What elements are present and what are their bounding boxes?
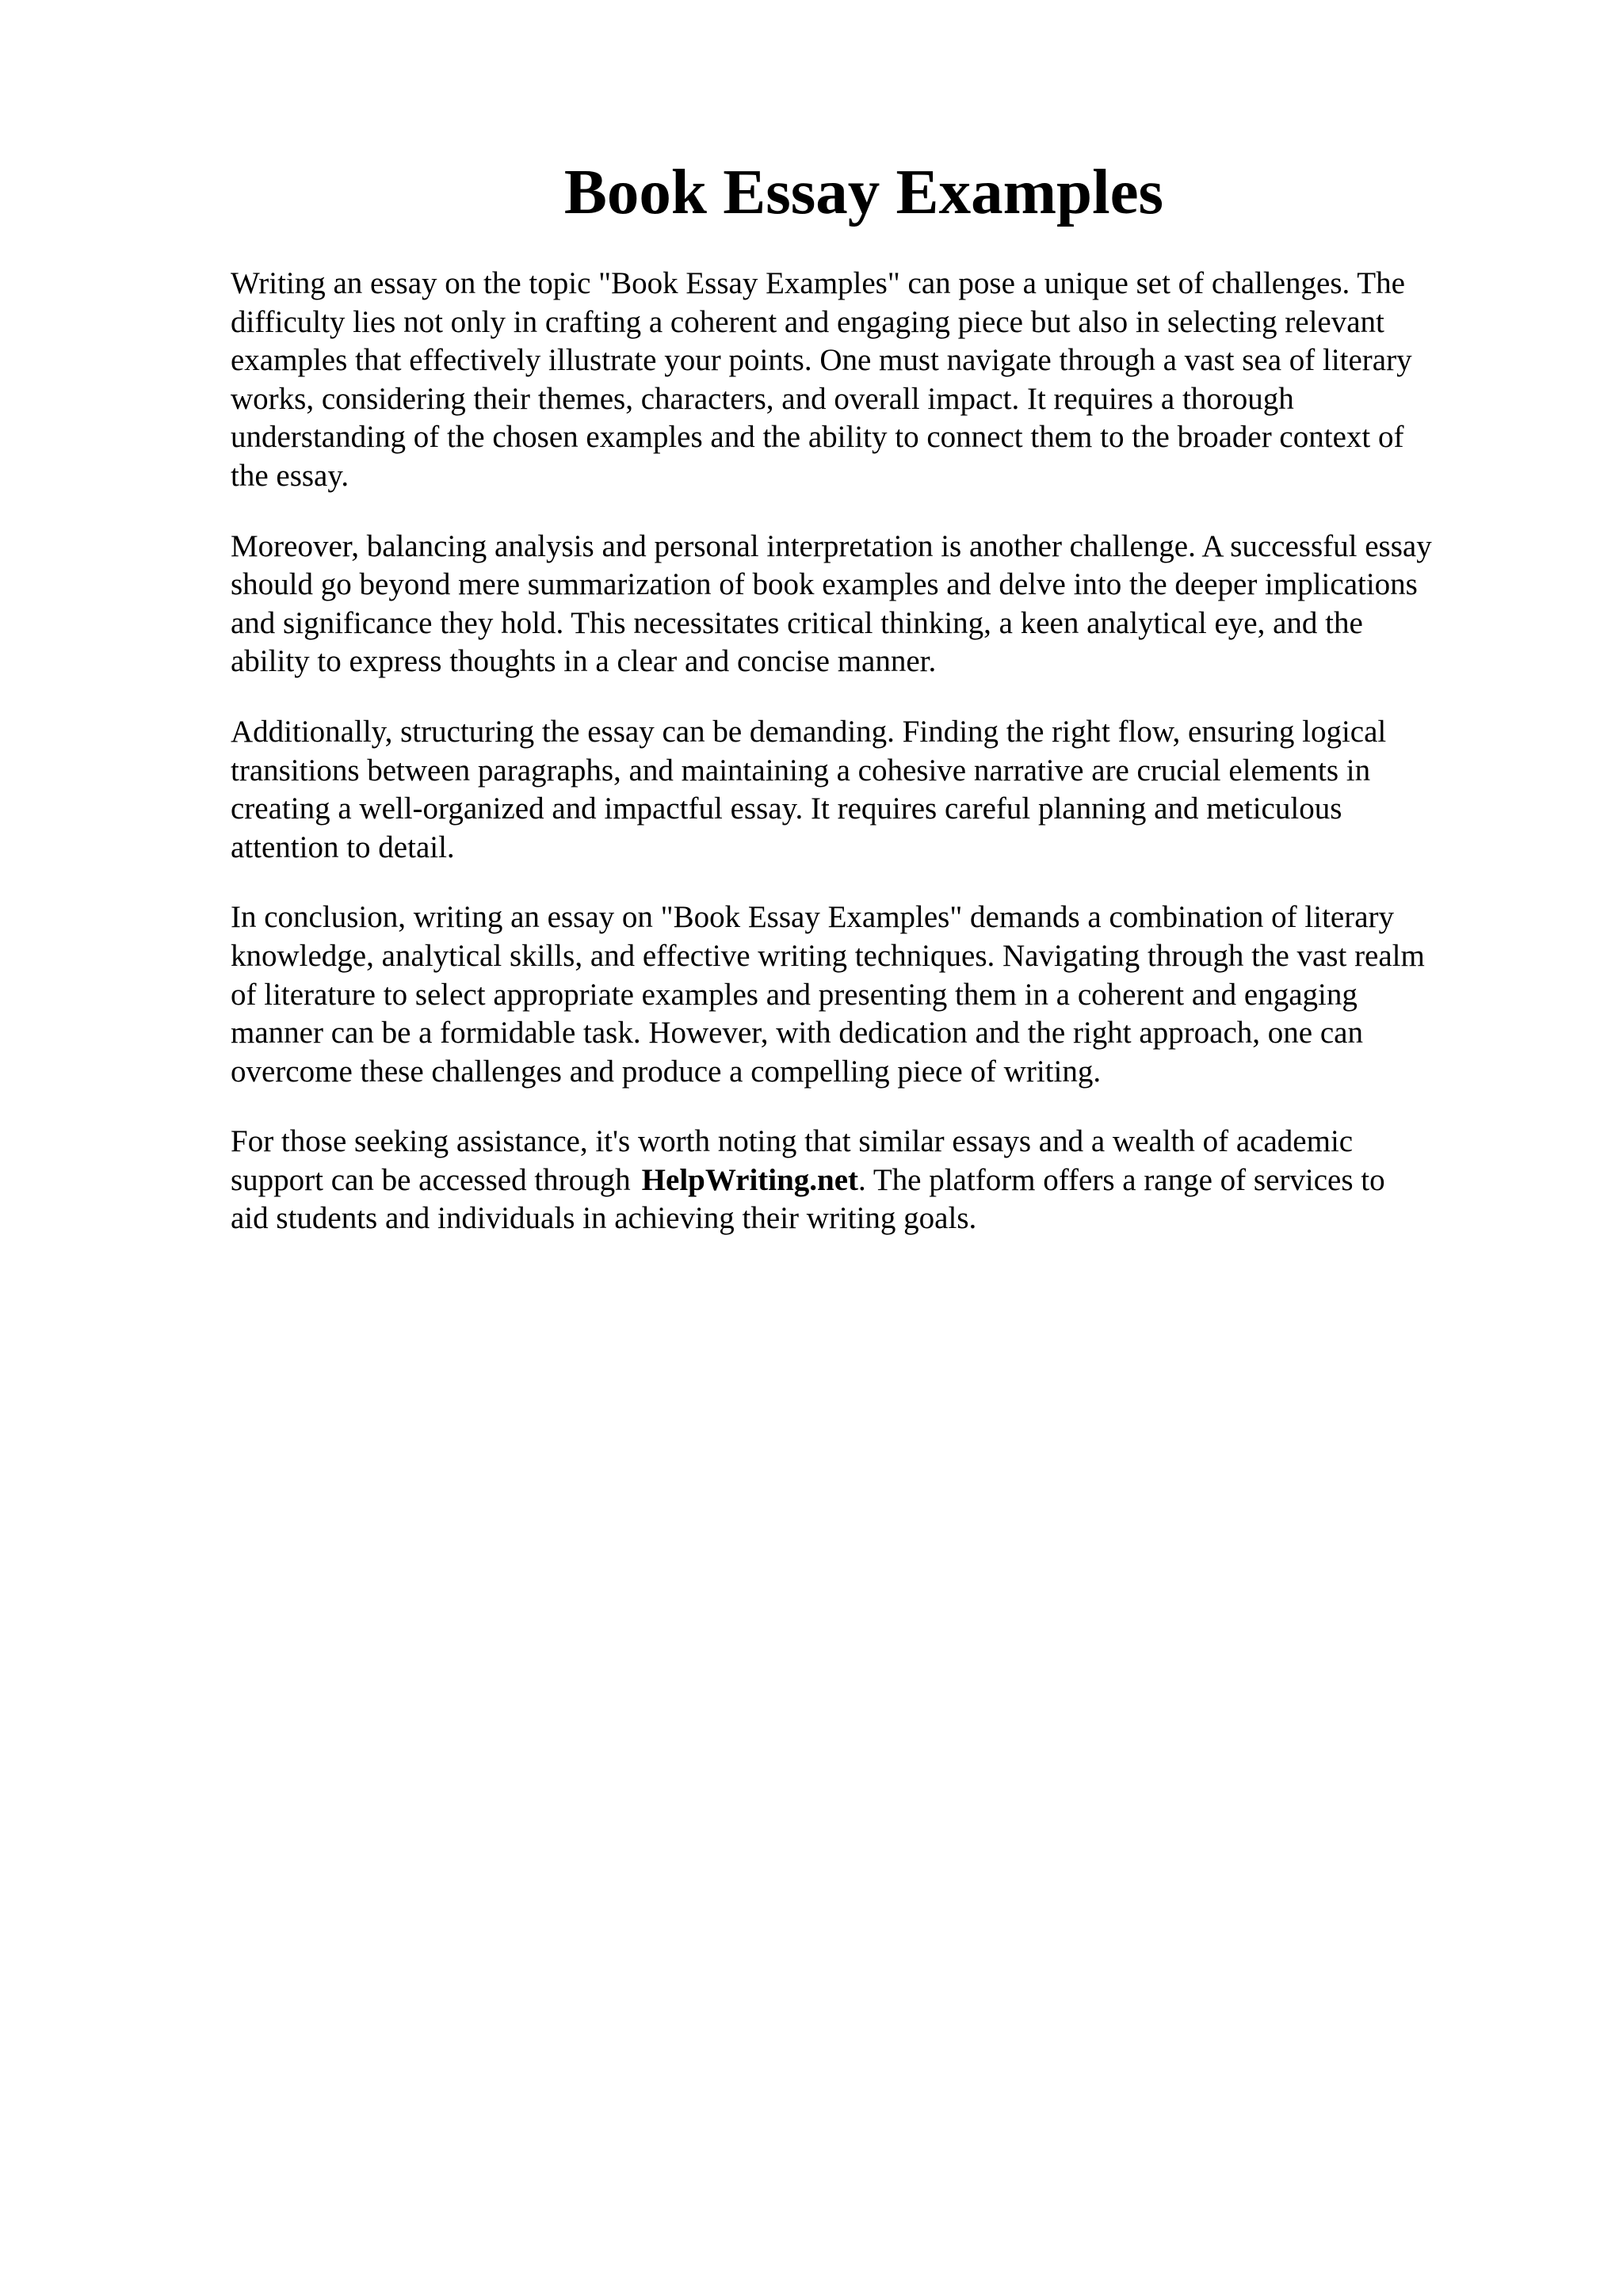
text-line: Moreover, balancing analysis and personal interpretation is another challenge. A successful essay <box>231 528 1432 563</box>
text-line: transitions between paragraphs, and maintaining a cohesive narrative are crucial elements in <box>231 753 1371 788</box>
essay-body <box>231 265 1530 1270</box>
text-line: In conclusion, writing an essay on "Book Essay Examples" demands a combination of literary <box>231 900 1395 935</box>
text-line-with-link <box>231 1161 1530 1200</box>
text-line: ability to express thoughts in a clear and concise manner. <box>231 644 937 679</box>
text-line: understanding of the chosen examples and the ability to connect them to the broader context of <box>231 420 1404 455</box>
text-line: For those seeking assistance, it's worth noting that similar essays and a wealth of academic <box>231 1124 1354 1159</box>
paragraph-2 <box>231 528 1530 681</box>
text-line: of literature to select appropriate examples and presenting them in a coherent and engaging <box>231 977 1358 1012</box>
text-line: overcome these challenges and produce a compelling piece of writing. <box>231 1054 1102 1089</box>
text-line: the essay. <box>231 458 349 493</box>
paragraph-4 <box>231 898 1530 1091</box>
paragraph-closing <box>231 1123 1530 1238</box>
text-line: and significance they hold. This necessitates critical thinking, a keen analytical eye, and the <box>231 605 1363 640</box>
text-line: manner can be a formidable task. However, with dedication and the right approach, one can <box>231 1016 1363 1051</box>
text-line: Additionally, structuring the essay can be demanding. Finding the right flow, ensuring logical <box>231 714 1387 749</box>
helpwriting-brand-link[interactable]: HelpWriting.net <box>641 1162 859 1197</box>
paragraph-1 <box>231 265 1530 496</box>
text-line: difficulty lies not only in crafting a coherent and engaging piece but also in selecting relevant <box>231 304 1384 339</box>
text-line: examples that effectively illustrate your points. One must navigate through a vast sea of literary <box>231 343 1412 378</box>
text-line: aid students and individuals in achieving their writing goals. <box>231 1201 977 1236</box>
text-line: attention to detail. <box>231 830 455 864</box>
text-segment: support can be accessed through <box>231 1162 631 1197</box>
text-line: creating a well-organized and impactful essay. It requires careful planning and meticulous <box>231 791 1342 826</box>
page-title: Book Essay Examples <box>563 156 1164 227</box>
text-segment: . The platform offers a range of services to <box>858 1162 1385 1197</box>
text-line: should go beyond mere summarization of book examples and delve into the deeper implications <box>231 567 1418 602</box>
text-line: knowledge, analytical skills, and effective writing techniques. Navigating through the vast realm <box>231 938 1425 973</box>
paragraph-3 <box>231 713 1530 867</box>
text-line: Writing an essay on the topic "Book Essay Examples" can pose a unique set of challenges. The <box>231 266 1405 300</box>
text-line: works, considering their themes, characters, and overall impact. It requires a thorough <box>231 381 1294 416</box>
